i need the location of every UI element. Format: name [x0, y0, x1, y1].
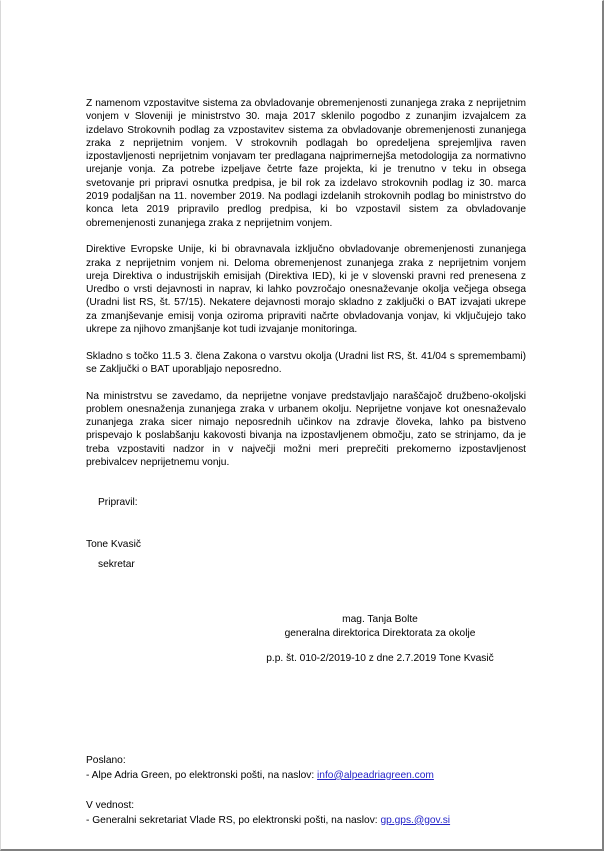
- cc-line: [86, 814, 526, 829]
- document-content: [86, 97, 526, 828]
- sent-line-text: - Alpe Adria Green, po elektronski pošti, na naslov:: [86, 769, 318, 781]
- distribution-spacer: [86, 783, 526, 799]
- cc-line-text: - Generalni sekretariat Vlade RS, po elektronski pošti, na naslov:: [86, 814, 381, 826]
- approver-name: mag. Tanja Bolte: [342, 614, 418, 626]
- distribution-block: [86, 754, 526, 828]
- signer-name: Tone Kvasič: [86, 538, 141, 550]
- sent-email-link[interactable]: info@alpeadriagreen.com: [317, 769, 434, 781]
- paragraph-4: Na ministrstvu se zavedamo, da neprijetne vonjave predstavljajo naraščajoč družbeno-okoljski problem onesnaženja zunanjega zraka v urbanem okolju. Neprijetne vonjave kot onesnaževalo zunanjega zraka sicer nimajo neposrednih učinkov na zdravje človeka, lahko pa bistveno prispevajo k poslabšanju kakovosti bivanja na izpostavljenem območju, zato se strinjamo, da je treba vzpostaviti nadzor in v največji možni meri preprečiti prekomerno izpostavljenost prebivalcev neprijetnemu vonju.: [86, 390, 526, 469]
- paragraph-2: Direktive Evropske Unije, ki bi obravnavala izključno obvladovanje obremenjenosti zunanjega zraka z neprijetnim vonjem ni. Deloma obremenjenost zunanjega zraka z neprijetnim vonjem ureja Direktiva o industrijskih emisijah (Direktiva IED), ki je v slovenski pravni red prenesena z Uredbo o vrsti dejavnosti in naprav, ki lahko povzročajo onesnaževanje okolja večjega obsega (Uradni list RS, št. 57/15). Nekatere dejavnosti morajo skladno z zaključki o BAT izvajati ukrepe za zmanjševanje emisij vonja oziroma pripraviti načrte obvladovanja vonjav, ki vključujejo tako ukrepe za njihovo zmanjšanje kot tudi izvajanje monitoringa.: [86, 244, 526, 336]
- sent-line: [86, 769, 526, 784]
- paragraph-spacer: [86, 376, 526, 389]
- paragraph-spacer: [86, 230, 526, 243]
- approver-block: [86, 613, 526, 666]
- paragraph-spacer: [86, 336, 526, 349]
- signer-role: sekretar: [98, 558, 135, 570]
- approver-title: generalna direktorica Direktorata za okolje: [284, 628, 476, 640]
- approver-reference: p.p. št. 010-2/2019-10 z dne 2.7.2019 Tone Kvasič: [266, 653, 494, 665]
- prepared-by-label: Pripravil:: [98, 497, 138, 509]
- cc-label: V vednost:: [86, 800, 135, 812]
- paragraph-3: Skladno s točko 11.5 3. člena Zakona o varstvu okolja (Uradni list RS, št. 41/04 s spremembami) se Zaključki o BAT uporabljajo neposredno.: [86, 350, 526, 375]
- paragraph-1: Z namenom vzpostavitve sistema za obvladovanje obremenjenosti zunanjega zraka z neprijetnim vonjem v Sloveniji je ministrstvo 30. maja 2017 sklenilo pogodbo z zunanjim izvajalcem za izdelavo Strokovnih podlag za vzpostavitev sistema za obvladovanje obremenjenosti zunanjega zraka z neprijetnim vonjem. V strokovnih podlagah bo opredeljena sprejemljiva raven izpostavljenosti neprijetnim vonjavam ter predlagana najprimernejša metodologija za normativno urejanje vonja. Za potrebe izpeljave četrte faze projekta, ki je trenutno v teku in obsega svetovanje pri pripravi osnutka predpisa, je bil rok za izdelavo strokovnih podlag iz 30. marca 2019 podaljšan na 11. november 2019. Na podlagi izdelanih strokovnih podlag bo ministrstvo do konca leta 2019 pripravilo predlog predpisa, ki bo vzpostavil sistem za obvladovanje obremenjenosti zunanjega zraka z neprijetnim vonjem.: [86, 98, 526, 229]
- sent-label: Poslano:: [86, 755, 126, 767]
- cc-email-link[interactable]: gp.gps.@gov.si: [380, 814, 451, 826]
